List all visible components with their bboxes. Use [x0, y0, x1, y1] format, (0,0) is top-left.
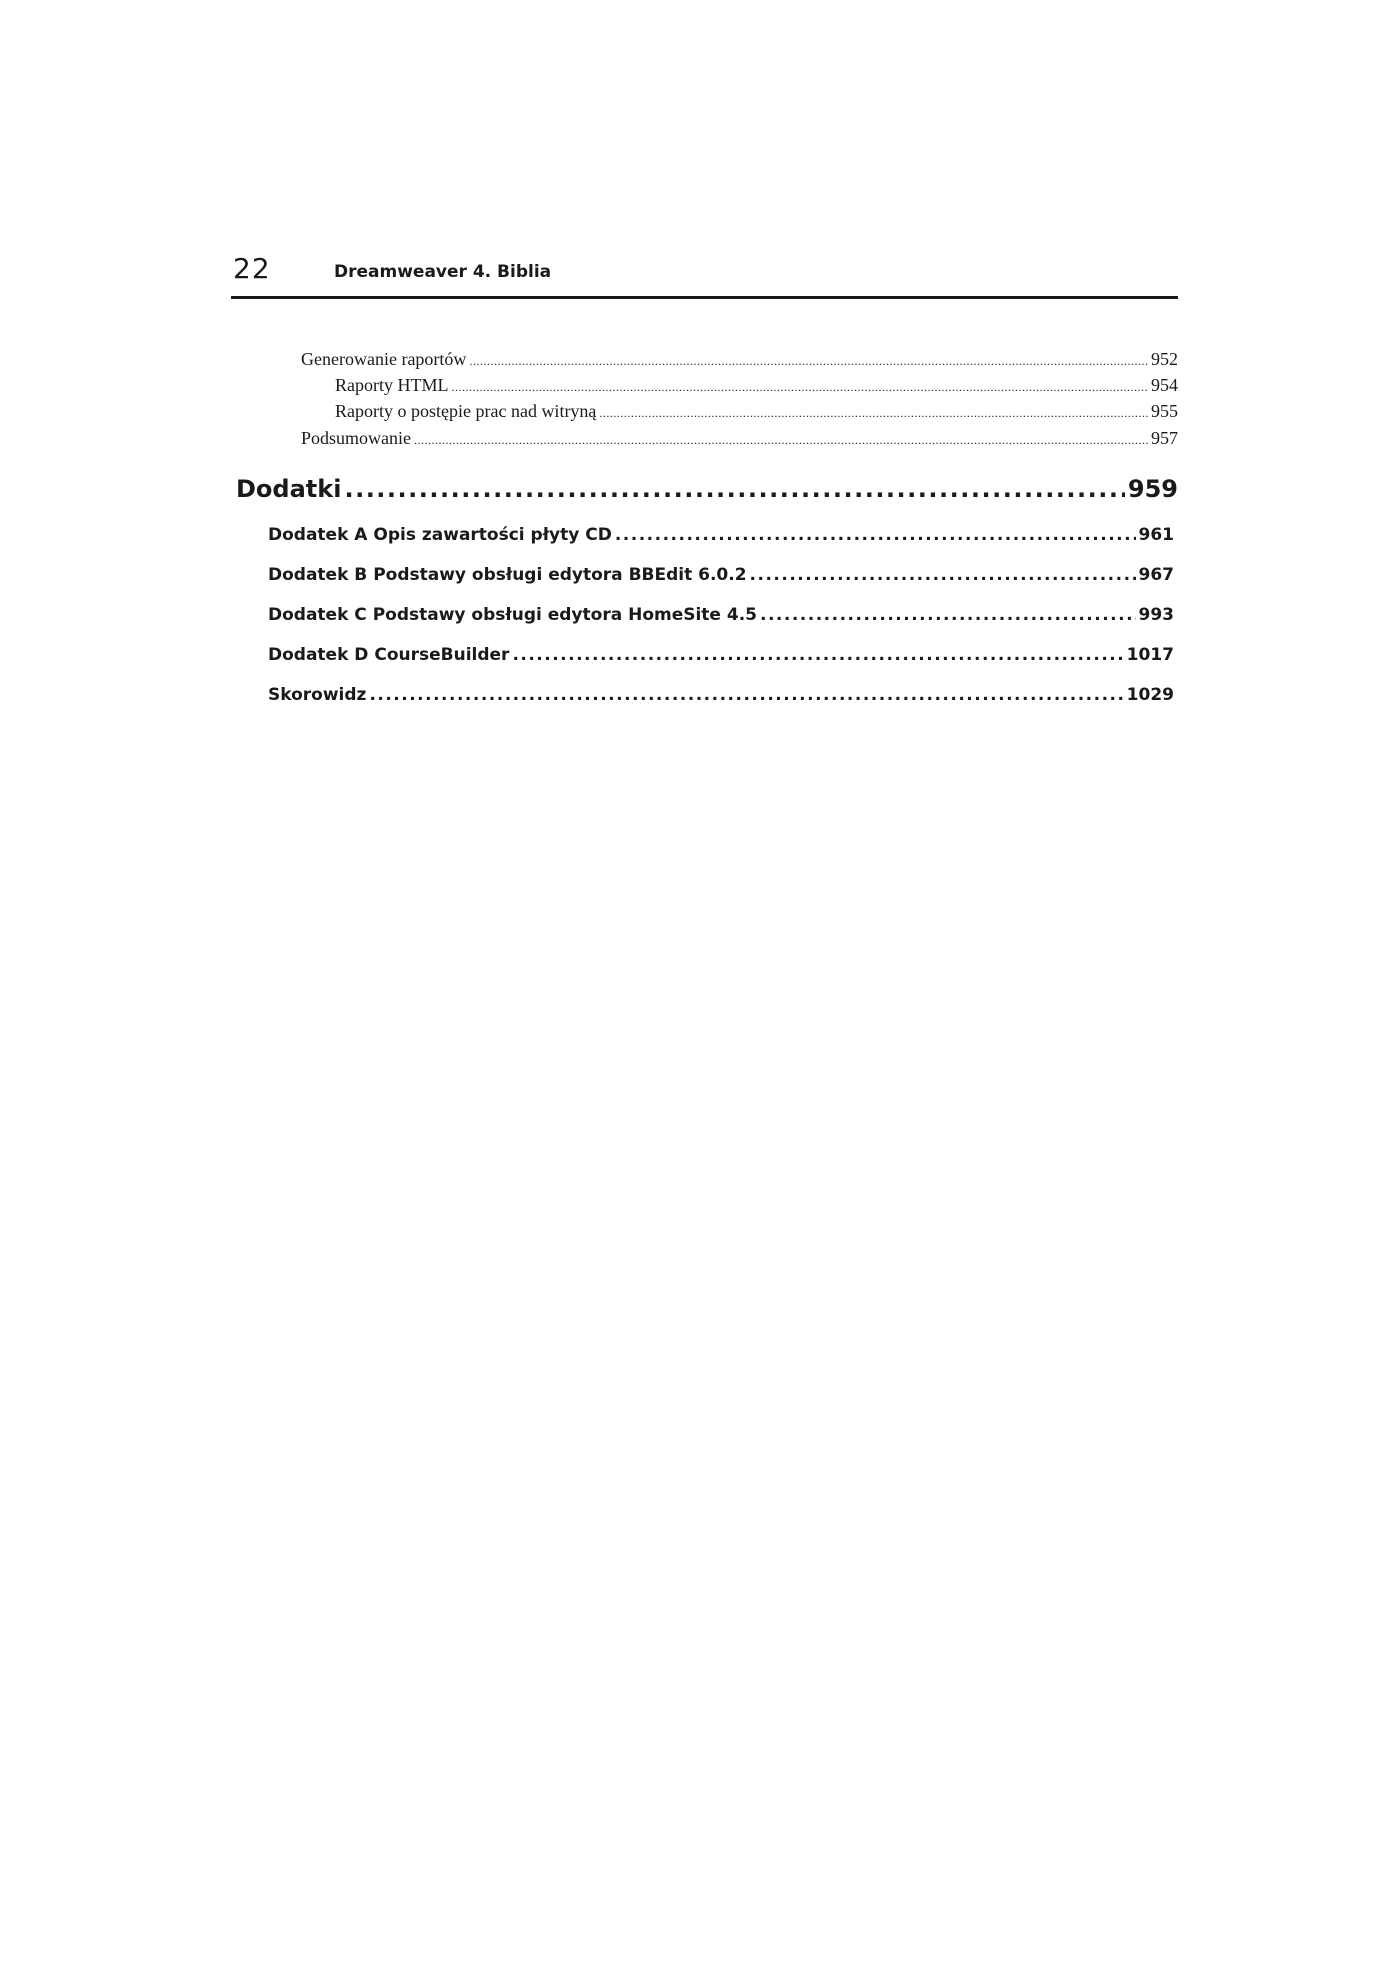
toc-appendix-label: Dodatek A Opis zawartości płyty CD: [268, 525, 612, 545]
toc-appendix-label: Dodatek D CourseBuilder: [268, 645, 510, 665]
toc-entry-label: Generowanie raportów: [301, 349, 467, 369]
toc-part-label: Dodatki: [236, 475, 342, 503]
toc-appendix-label: Skorowidz: [268, 685, 367, 705]
toc-appendix-label: Dodatek C Podstawy obsługi edytora HomeSite 4.5: [268, 605, 757, 625]
toc-appendix-entry: [268, 525, 1174, 545]
page-number: 22: [233, 252, 271, 285]
toc-entry-page: 954: [1151, 375, 1178, 395]
toc-entry-label: Raporty HTML: [335, 375, 449, 395]
toc-appendix-page: 961: [1138, 525, 1174, 545]
dot-leader: [344, 475, 1124, 503]
dot-leader: [512, 645, 1123, 665]
toc-entry: [301, 349, 1178, 370]
dot-leader: [750, 565, 1136, 585]
toc-entry: [335, 401, 1178, 422]
dot-leader: [369, 685, 1123, 705]
dot-leader: [451, 375, 1148, 396]
toc-appendix-entry: [268, 645, 1174, 665]
dot-leader: [615, 525, 1136, 545]
dot-leader: [414, 428, 1148, 449]
toc-appendix-entry: [268, 605, 1174, 625]
toc-entry-label: Raporty o postępie prac nad witryną: [335, 401, 597, 421]
dot-leader: [469, 349, 1148, 370]
toc-appendix-page: 1017: [1126, 645, 1174, 665]
dot-leader: [599, 401, 1148, 422]
toc-part-entry: [236, 475, 1178, 503]
toc-entry-page: 952: [1151, 349, 1178, 369]
toc-entry: [335, 375, 1178, 396]
running-header: [231, 252, 1178, 299]
toc-entry-label: Podsumowanie: [301, 428, 411, 448]
toc-entry: [301, 428, 1178, 449]
toc-appendix-entry: [268, 685, 1174, 705]
toc-appendix-page: 967: [1138, 565, 1174, 585]
toc-appendix-page: 1029: [1126, 685, 1174, 705]
toc-appendix-page: 993: [1138, 605, 1174, 625]
dot-leader: [760, 605, 1136, 625]
toc-appendix-entry: [268, 565, 1174, 585]
toc-part-page: 959: [1127, 475, 1178, 503]
toc-appendix-label: Dodatek B Podstawy obsługi edytora BBEdit 6.0.2: [268, 565, 747, 585]
toc-entry-page: 957: [1151, 428, 1178, 448]
book-title: Dreamweaver 4. Biblia: [334, 262, 552, 282]
toc-entry-page: 955: [1151, 401, 1178, 421]
